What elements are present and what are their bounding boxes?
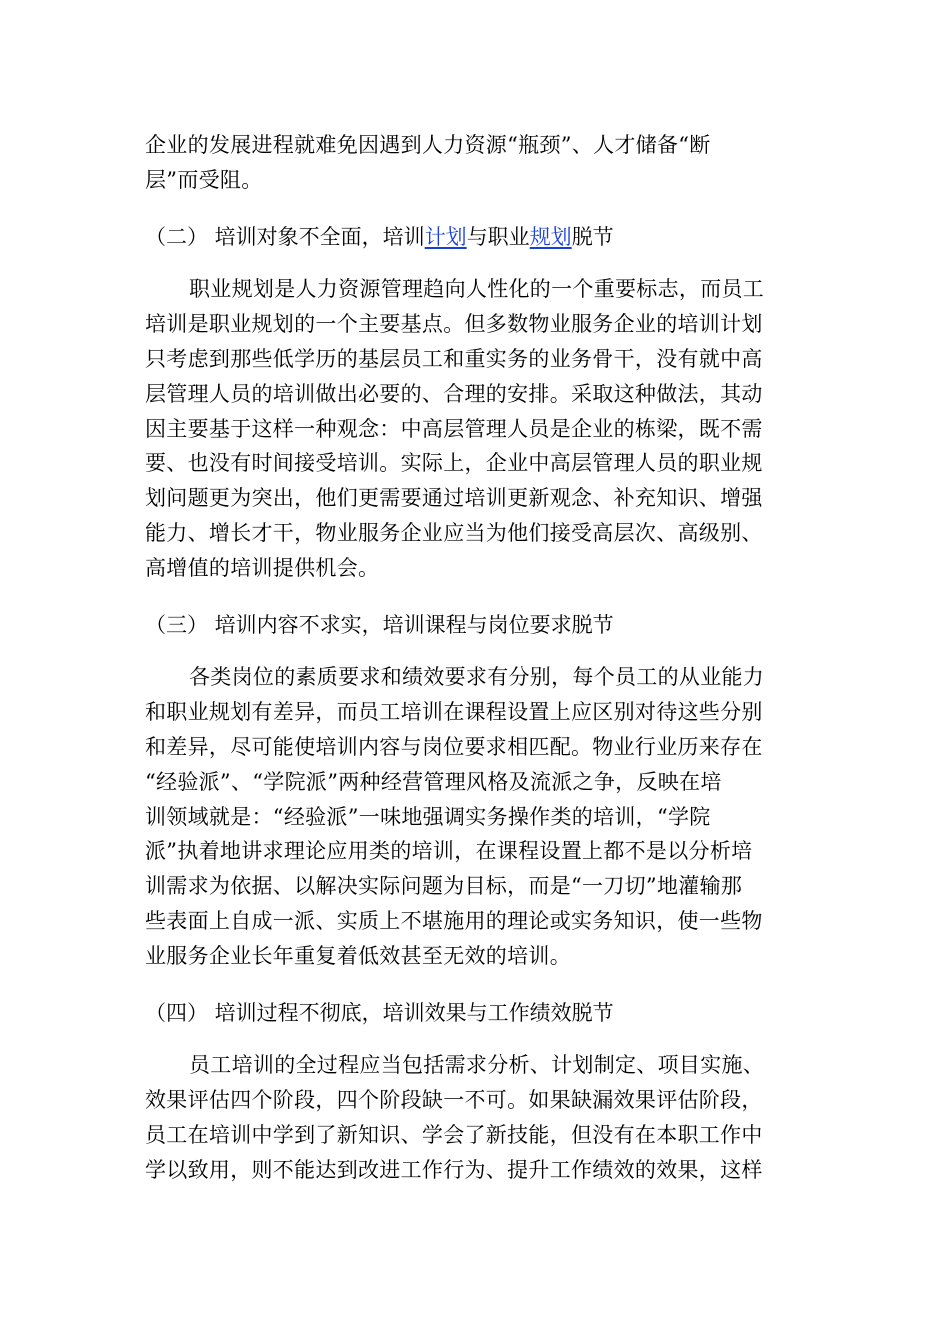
text-line: 和职业规划有差异，而员工培训在课程设置上应区别对待这些分别 (145, 700, 763, 725)
text-line: 因主要基于这样一种观念：中高层管理人员是企业的栋梁，既不需 (145, 416, 763, 441)
link-plan[interactable]: 计划 (424, 224, 467, 249)
paragraph-section-three (145, 660, 795, 973)
text-line: 学以致用，则不能达到改进工作行为、提升工作绩效的效果，这样 (145, 1157, 763, 1182)
text-line: 高增值的培训提供机会。 (145, 555, 380, 580)
text-line: 员工培训的全过程应当包括需求分析、计划制定、项目实施、 (189, 1053, 765, 1078)
text-line: 划问题更为突出，他们更需要通过培训更新观念、补充知识、增强 (145, 486, 763, 511)
text-line: 职业规划是人力资源管理趋向人性化的一个重要标志，而员工 (189, 277, 765, 302)
text-line: 派”执着地讲求理论应用类的培训，在课程设置上都不是以分析培 (145, 839, 753, 864)
section-heading-two (145, 220, 795, 255)
document-body (145, 128, 795, 1188)
paragraph-section-two (145, 272, 795, 585)
heading-text: 与职业 (466, 224, 530, 249)
text-line: 能力、增长才干，物业服务企业应当为他们接受高层次、高级别、 (145, 520, 763, 545)
paragraph-section-four (145, 1048, 795, 1187)
heading-text: 脱节 (571, 224, 614, 249)
text-line: 培训是职业规划的一个主要基点。但多数物业服务企业的培训计划 (145, 312, 763, 337)
text-line: 效果评估四个阶段，四个阶段缺一不可。如果缺漏效果评估阶段， (145, 1088, 763, 1113)
text-line: 训领域就是：“经验派”一味地强调实务操作类的培训，“学院 (145, 804, 711, 829)
text-line: 员工在培训中学到了新知识、学会了新技能，但没有在本职工作中 (145, 1122, 763, 1147)
text-line: 各类岗位的素质要求和绩效要求有分别，每个员工的从业能力 (189, 665, 765, 690)
section-heading-four: （四） 培训过程不彻底，培训效果与工作绩效脱节 (145, 1000, 614, 1025)
text-line: 业服务企业长年重复着低效甚至无效的培训。 (145, 943, 571, 968)
text-line: 和差异，尽可能使培训内容与岗位要求相匹配。物业行业历来存在 (145, 734, 763, 759)
text-line: 只考虑到那些低学历的基层员工和重实务的业务骨干，没有就中高 (145, 346, 763, 371)
text-line: “经验派”、“学院派”两种经营管理风格及流派之争，反映在培 (145, 769, 722, 794)
text-line: 要、也没有时间接受培训。实际上，企业中高层管理人员的职业规 (145, 451, 763, 476)
paragraph-intro (145, 128, 795, 198)
text-line: 些表面上自成一派、实质上不堪施用的理论或实务知识，使一些物 (145, 908, 763, 933)
link-career-planning[interactable]: 规划 (529, 224, 572, 249)
text-line: 企业的发展进程就难免因遇到人力资源“瓶颈”、人才储备“断 (145, 133, 711, 157)
text-line: 训需求为依据、以解决实际问题为目标，而是“一刀切”地灌输那 (145, 874, 743, 899)
text-line: 层管理人员的培训做出必要的、合理的安排。采取这种做法，其动 (145, 381, 763, 406)
text-line: 层”而受阻。 (145, 167, 263, 192)
section-heading-three: （三） 培训内容不求实，培训课程与岗位要求脱节 (145, 612, 614, 637)
heading-text: （二） 培训对象不全面，培训 (145, 224, 425, 249)
